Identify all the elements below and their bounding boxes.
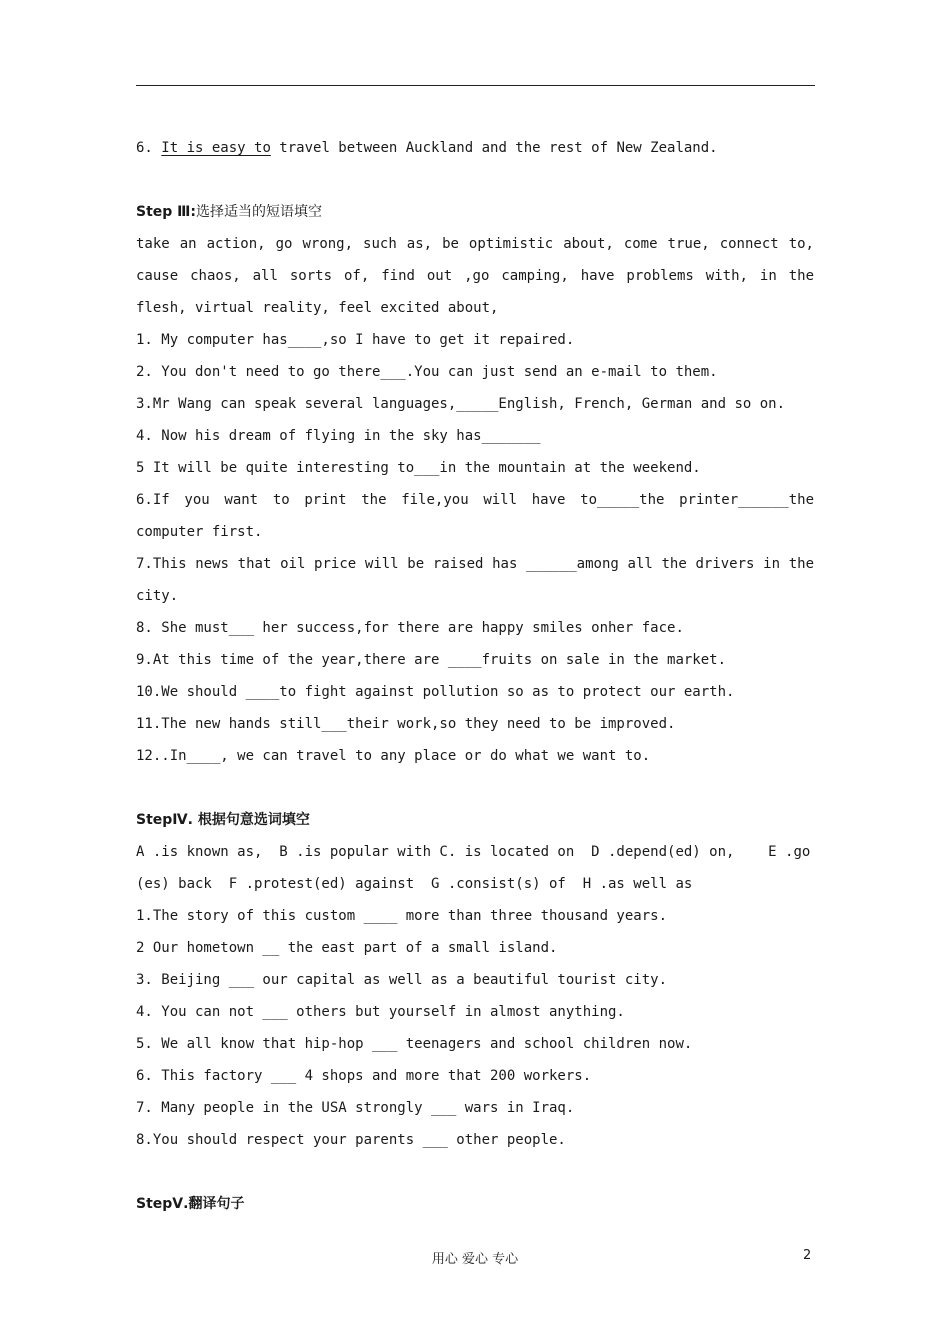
exercise-item-continued: city. (136, 588, 179, 604)
exercise-item: 7.This news that oil price will be raised has ______among all the drivers in the (136, 556, 814, 572)
exercise-item: 4. You can not ___ others but yourself in almost anything. (136, 1004, 625, 1020)
option-list-line: (es) back F .protest(ed) against G .consist(s) of H .as well as (136, 876, 693, 892)
exercise-item: 5 It will be quite interesting to___in the mountain at the weekend. (136, 460, 701, 476)
exercise-item-continued: computer first. (136, 524, 263, 540)
step3-heading: Step Ⅲ:选择适当的短语填空 (136, 204, 322, 220)
exercise-item: 2 Our hometown __ the east part of a small island. (136, 940, 558, 956)
exercise-item: 6. This factory ___ 4 shops and more that 200 workers. (136, 1068, 592, 1084)
exercise-item: 12..In____, we can travel to any place or do what we want to. (136, 748, 651, 764)
header-rule (136, 85, 815, 86)
exercise-item: 6. It is easy to travel between Auckland and the rest of New Zealand. (136, 140, 718, 156)
exercise-item: 10.We should ____to fight against pollution so as to protect our earth. (136, 684, 735, 700)
exercise-item: 6.If you want to print the file,you will have to_____the printer______the (136, 492, 814, 508)
phrase-list-line: flesh, virtual reality, feel excited about, (136, 300, 499, 316)
exercise-item: 1. My computer has____,so I have to get it repaired. (136, 332, 575, 348)
exercise-item: 3. Beijing ___ our capital as well as a beautiful tourist city. (136, 972, 668, 988)
exercise-item: 5. We all know that hip-hop ___ teenagers and school children now. (136, 1036, 693, 1052)
page-number: 2 (803, 1248, 812, 1263)
page-content (136, 132, 814, 1220)
exercise-item: 4. Now his dream of flying in the sky has_______ (136, 428, 541, 444)
option-list-line: A .is known as, B .is popular with C. is located on D .depend(ed) on, E .go (136, 844, 811, 860)
step5-heading: StepⅤ.翻译句子 (136, 1196, 245, 1212)
exercise-item: 8.You should respect your parents ___ other people. (136, 1132, 566, 1148)
exercise-item: 9.At this time of the year,there are ____fruits on sale in the market. (136, 652, 727, 668)
exercise-item: 11.The new hands still___their work,so they need to be improved. (136, 716, 676, 732)
step4-heading: StepⅣ. 根据句意选词填空 (136, 812, 310, 828)
phrase-list-line: take an action, go wrong, such as, be optimistic about, come true, connect to, (136, 236, 814, 252)
exercise-item: 1.The story of this custom ____ more than three thousand years. (136, 908, 668, 924)
exercise-item: 8. She must___ her success,for there are happy smiles onher face. (136, 620, 684, 636)
footer-motto: 用心 爱心 专心 (431, 1252, 519, 1267)
phrase-list-line: cause chaos, all sorts of, find out ,go camping, have problems with, in the (136, 268, 814, 284)
exercise-item: 3.Mr Wang can speak several languages,_____English, French, German and so on. (136, 396, 786, 412)
underlined-answer: It is easy to (161, 140, 271, 156)
exercise-item: 7. Many people in the USA strongly ___ wars in Iraq. (136, 1100, 575, 1116)
exercise-item: 2. You don't need to go there___.You can just send an e-mail to them. (136, 364, 718, 380)
